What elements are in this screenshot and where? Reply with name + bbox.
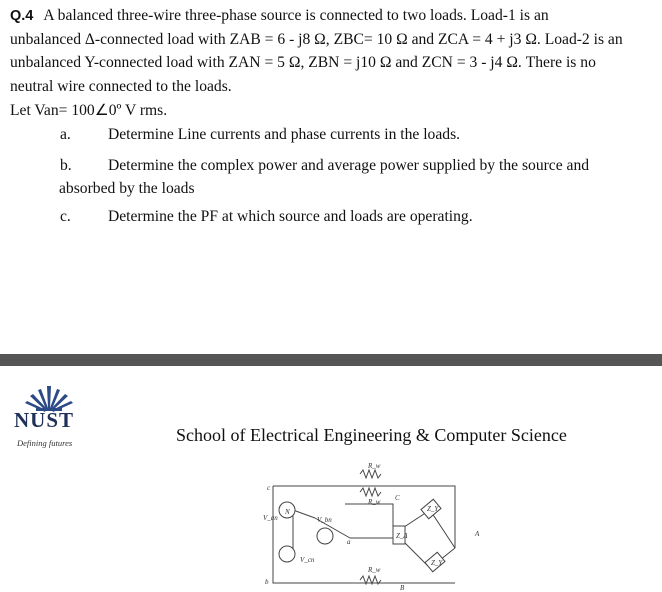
part-b-marker: b.: [60, 157, 72, 174]
label-rw-top: R_w: [368, 462, 381, 470]
part-a-text: Determine Line currents and phase currents in the loads.: [108, 126, 461, 143]
logo-wordmark: NUST: [14, 408, 75, 432]
slide-divider: [0, 354, 662, 366]
resistor-mid: [360, 488, 381, 496]
label-A: A: [475, 530, 480, 538]
label-a: a: [347, 538, 351, 546]
question-text-1: A balanced three-wire three-phase source is connected to two loads. Load-1 is an: [43, 7, 549, 24]
question-line-4: neutral wire connected to the loads.: [10, 77, 232, 95]
part-c-marker: c.: [60, 208, 71, 225]
label-b: b: [265, 578, 269, 586]
label-N: N: [285, 508, 290, 516]
part-c-text: Determine the PF at which source and loads are operating.: [108, 208, 473, 225]
question-line-1: [10, 4, 656, 28]
part-a-marker: a.: [60, 126, 71, 143]
label-van: V_an: [263, 514, 278, 522]
label-B: B: [400, 584, 405, 592]
label-zdelta: Z_Δ: [396, 532, 408, 540]
label-C: C: [395, 494, 400, 502]
question-line-2: unbalanced Δ-connected load with ZAB = 6 - j8 Ω, ZBC= 10 Ω and ZCA = 4 + j3 Ω. Load-2 is an: [10, 31, 623, 49]
label-rw-bottom: R_w: [368, 566, 381, 574]
label-vbn: V_bn: [317, 516, 332, 524]
label-c: c: [267, 484, 271, 492]
given-value: Let Van= 100∠0º V rms.: [10, 102, 168, 119]
part-b-text: Determine the complex power and average power supplied by the source and: [108, 157, 590, 174]
resistor-top: [360, 470, 381, 478]
logo-tagline: Defining futures: [17, 438, 73, 448]
label-vcn: V_cn: [300, 556, 315, 564]
school-name: School of Electrical Engineering & Computer Science: [176, 425, 567, 445]
question-block: [10, 4, 656, 98]
part-b-continuation: absorbed by the loads: [59, 180, 195, 197]
label-zy-upper: Z_Y: [427, 505, 439, 513]
question-line-3: unbalanced Y-connected load with ZAN = 5 Ω, ZBN = j10 Ω and ZCN = 3 - j4 Ω. There is no: [10, 54, 596, 72]
question-number: Q.4: [10, 8, 34, 24]
label-rw-mid: R_w: [368, 498, 381, 506]
circuit-diagram: [255, 458, 517, 592]
label-zy-lower: Z_Y: [431, 559, 443, 567]
